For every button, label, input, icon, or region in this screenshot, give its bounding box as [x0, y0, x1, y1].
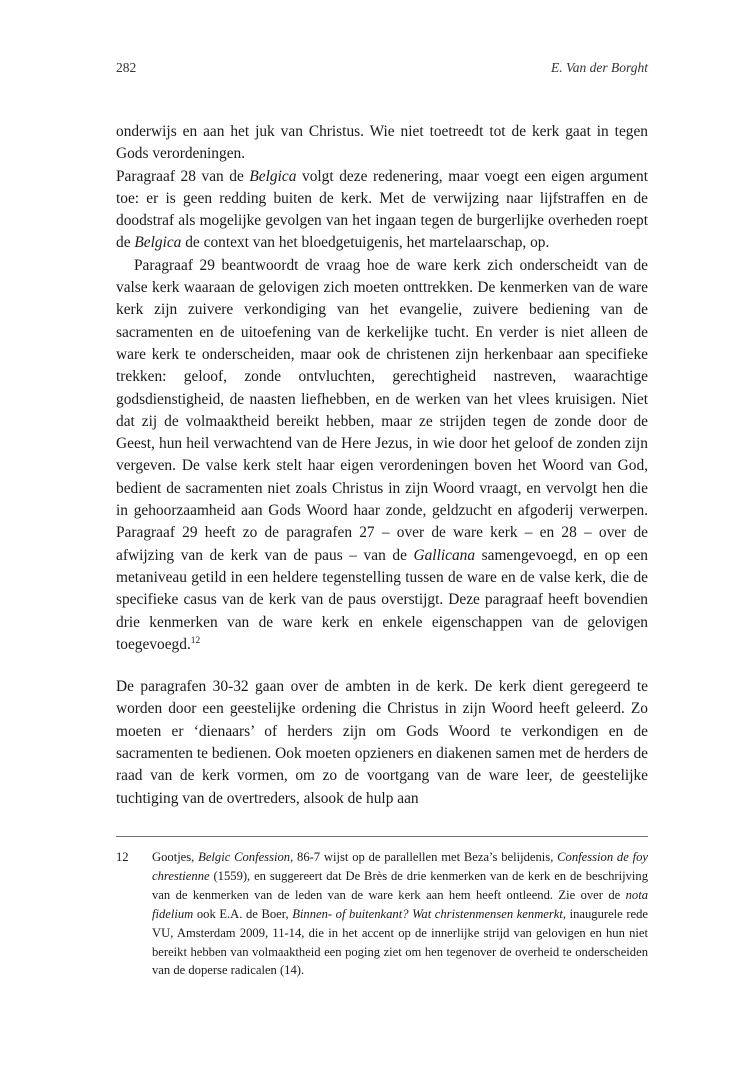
italic-title: Belgica [249, 167, 297, 185]
italic-term: nota fidelium [152, 887, 648, 921]
paragraph [116, 166, 648, 255]
text-run: De paragrafen 30-32 gaan over de ambten in de kerk. De kerk dient geregeerd te worden door een geestelijke ordening die Christus in zijn Woord heeft geleerd. Zo moeten er ‘dienaars’ of herders zijn om Gods Woord te verkondigen en de sacramenten te bedienen. Ook moeten opzieners en diakenen samen met de herders de raad van de kerk vormen, om zo de voortgang van de ware leer, de geestelijke tuchtiging van de overtreders, alsook de hulp aan [116, 678, 648, 807]
footnote [116, 848, 648, 980]
footnote-reference[interactable]: 12 [190, 635, 201, 646]
page-number: 282 [116, 60, 137, 75]
paragraph [116, 121, 648, 166]
running-head-author: E. Van der Borght [551, 60, 648, 75]
text-run: , inaugurele rede VU, Amsterdam 2009, 11-14, die in het accent op de innerlijke strijd van gelovigen en hun niet bereikt hebben van volmaaktheid een poging ziet om hen tegenover de overheid te onderscheiden van de doperse radicalen (14). [152, 906, 649, 978]
text-run: Paragraaf 28 van de [116, 167, 250, 185]
body-text [116, 121, 648, 810]
paragraph [116, 676, 648, 810]
footnote-divider [116, 836, 648, 837]
text-run: Paragraaf 29 beantwoordt de vraag hoe de ware kerk zich onderscheidt van de valse kerk waaraan de gelovigen zich moeten onttrekken. De kenmerken van de ware kerk zijn zuivere verkondiging van het evangelie, zuivere bediening van de sacramenten en de uitoefening van de kerkelijke tucht. En verder is niet alleen de ware kerk te onderscheiden, maar ook de christenen zijn herkenbaar aan specifieke trekken: geloof, zonde ontvluchten, gerechtigheid nastreven, waarachtige godsdienstigheid, de naasten liefhebben, en de werken van het vlees kruisigen. Niet dat zij de volmaaktheid bereikt hebben, maar ze strijden tegen de zonde door de Geest, hun heil verwachtend van de Here Jezus, in wie door het geloof de zonden zijn vergeven. De valse kerk stelt haar eigen verordeningen boven het Woord van God, bedient de sacramenten niet zoals Christus in zijn Woord vraagt, en vervolgt hen die in gehoorzaamheid aan Gods Woord haar zonde, geldzucht en afgoderij verwerpen. Paragraaf 29 heeft zo de paragrafen 27 – over de ware kerk – en 28 – over de afwijzing van de kerk van de paus – van de [116, 256, 648, 564]
text-run: samengevoegd, en op een metaniveau getild in een heldere tegenstelling tussen de ware en de valse kerk, die de specifieke casus van de kerk van de paus overstijgt. Deze paragraaf heeft bovendien drie kenmerken van de ware kerk en enkele eigenschappen van de gelovigen toegevoegd. [116, 546, 648, 653]
italic-title: Binnen- of buitenkant? Wat christenmensen kenmerkt [292, 906, 563, 921]
text-run: , 86-7 wijst op de parallellen met Beza’s belijdenis, [290, 850, 558, 864]
italic-title: Confession de foy chrestienne [152, 850, 648, 883]
paragraph [116, 255, 648, 656]
italic-title: Belgica [134, 234, 182, 252]
footnote-text [152, 848, 648, 980]
text-run: ook E.A. de Boer, [193, 906, 293, 921]
text-run: Gootjes, [152, 850, 199, 864]
italic-title: Belgic Confession [198, 850, 291, 864]
italic-title: Gallicana [413, 546, 476, 564]
text-run: de context van het bloedgetuigenis, het martelaarschap, op. [181, 234, 550, 252]
text-run: onderwijs en aan het juk van Christus. Wie niet toetreedt tot de kerk gaat in tegen Gods verordeningen. [116, 123, 648, 163]
footnote-number: 12 [116, 850, 129, 864]
text-run: (1559), en suggereert dat De Brès de drie kenmerken van de kerk en de beschrijving van de kenmerken van de leden van de ware kerk aan hem heeft ontleend. Zie over de [152, 868, 648, 902]
text-run: volgt deze redenering, maar voegt een eigen argument toe: er is geen redding buiten de kerk. Met de verwijzing naar lijfstraffen en de doodstraf als mogelijke gevolgen van het ingaan tegen de burgerlijke overheden roept de [116, 167, 648, 252]
